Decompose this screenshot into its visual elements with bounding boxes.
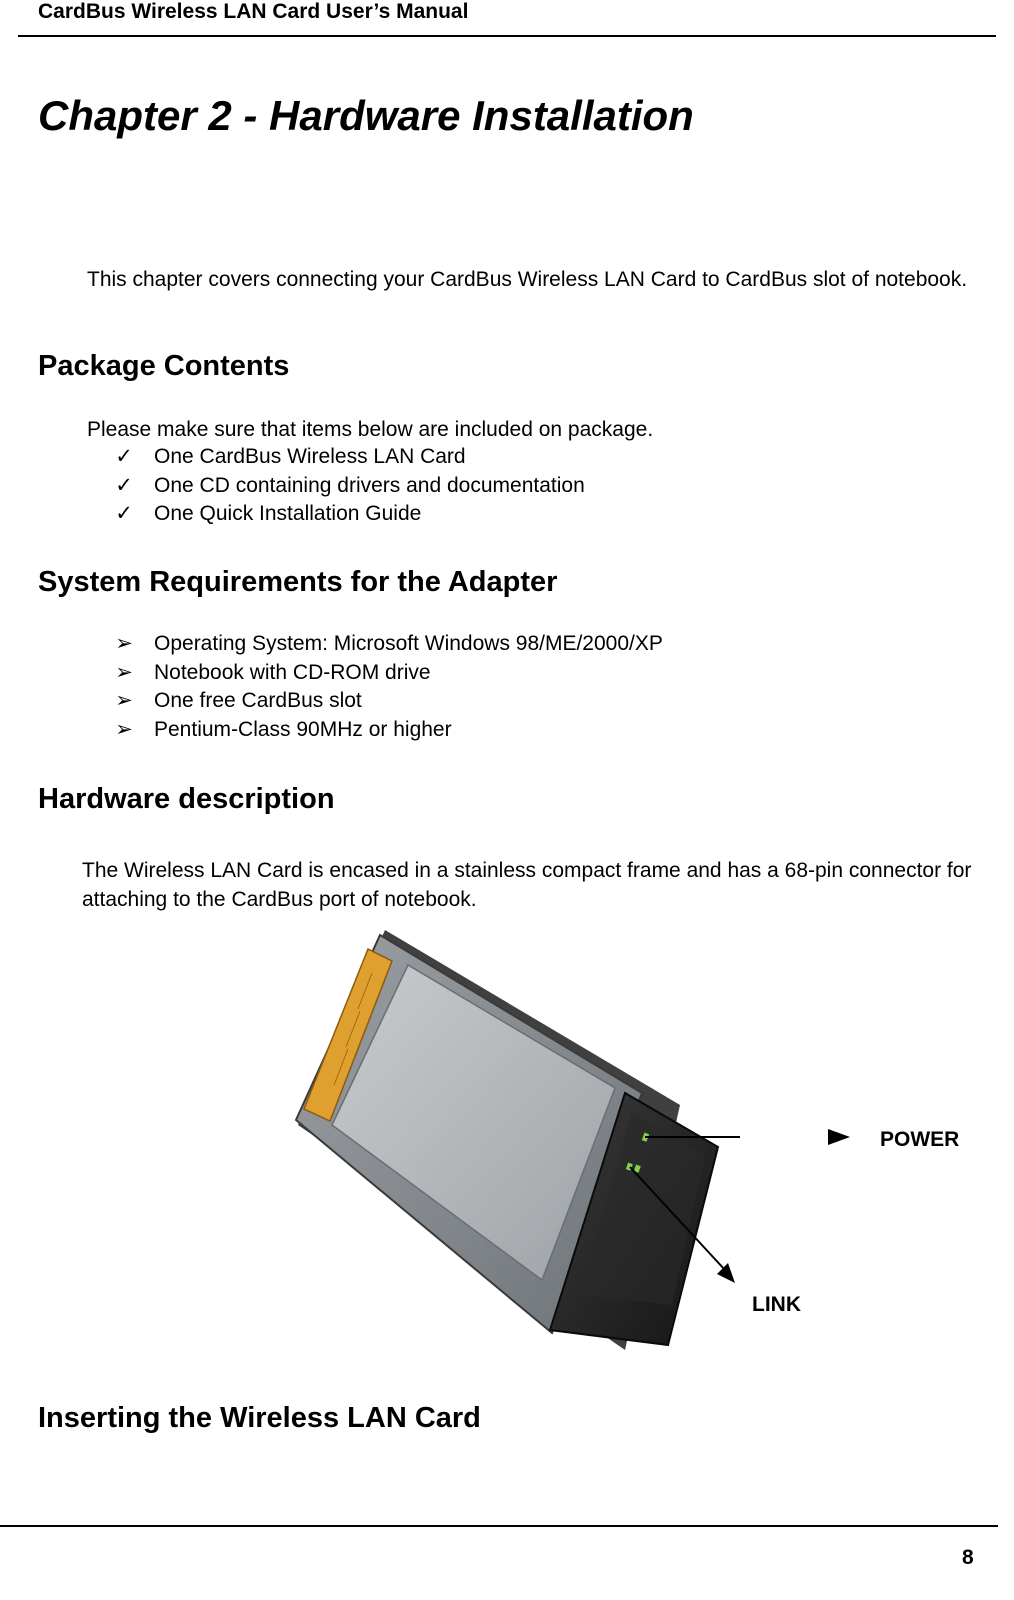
arrow-bullet-icon: ➢: [115, 717, 133, 741]
hardware-description-text: The Wireless LAN Card is encased in a stainless compact frame and has a 68-pin connector for attaching to the CardBus port of notebook.: [82, 859, 972, 911]
chapter-intro: This chapter covers connecting your CardBus Wireless LAN Card to CardBus slot of notebook.: [87, 268, 968, 291]
cardbus-card-illustration: [280, 925, 740, 1365]
running-header: CardBus Wireless LAN Card User’s Manual: [38, 0, 469, 23]
page-number: 8: [962, 1546, 974, 1569]
package-contents-list: [114, 443, 585, 529]
list-item: ➢ One free CardBus slot: [114, 687, 663, 716]
list-item: ➢ Notebook with CD-ROM drive: [114, 659, 663, 688]
power-label: POWER: [880, 1128, 960, 1151]
arrow-bullet-icon: ➢: [115, 632, 133, 655]
checkmark-icon: ✓: [115, 473, 133, 497]
package-contents-intro: Please make sure that items below are included on package.: [87, 418, 654, 441]
arrow-bullet-icon: ➢: [115, 660, 133, 684]
list-item: ✓ One CD containing drivers and documentation: [114, 472, 585, 501]
inserting-card-heading: Inserting the Wireless LAN Card: [38, 1402, 481, 1434]
chapter-title: Chapter 2 - Hardware Installation: [38, 92, 694, 139]
hardware-description-heading: Hardware description: [38, 783, 335, 815]
system-requirements-list: [114, 630, 663, 744]
link-label: LINK: [752, 1293, 801, 1316]
list-item: ✓ One CardBus Wireless LAN Card: [114, 443, 585, 472]
system-requirements-heading: System Requirements for the Adapter: [38, 566, 558, 598]
arrow-bullet-icon: ➢: [115, 689, 133, 712]
list-item: ➢ Operating System: Microsoft Windows 98/ME/2000/XP: [114, 630, 663, 659]
package-contents-heading: Package Contents: [38, 350, 290, 382]
header-divider: [18, 35, 996, 37]
list-item: ➢ Pentium-Class 90MHz or higher: [114, 716, 663, 745]
checkmark-icon: ✓: [115, 502, 133, 525]
power-arrowhead-icon: [820, 1127, 850, 1147]
footer-divider: [0, 1525, 998, 1527]
list-item: ✓ One Quick Installation Guide: [114, 500, 585, 529]
checkmark-icon: ✓: [115, 445, 133, 468]
